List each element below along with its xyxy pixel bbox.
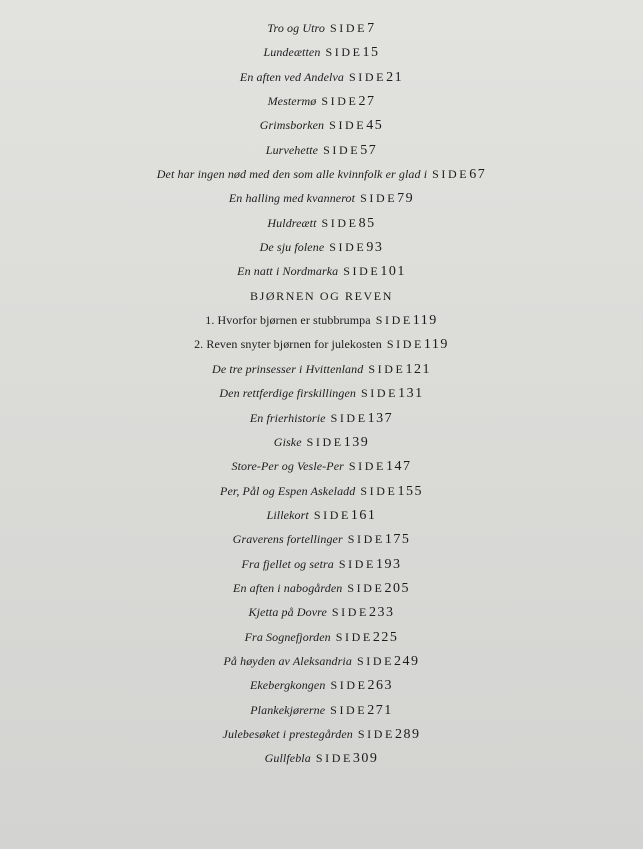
- page-number: 27: [358, 94, 376, 110]
- page-number: 271: [367, 702, 393, 718]
- toc-entry: [0, 405, 643, 429]
- page-number: 101: [380, 264, 406, 280]
- side-label: SIDE: [306, 434, 344, 449]
- toc-entry-title: Tro og Utro: [267, 21, 325, 35]
- toc-entry-title: En natt i Nordmarka: [237, 264, 339, 279]
- toc-entry-title: Kjetta på Dovre: [248, 605, 327, 620]
- toc-entry-title: 1. Hvorfor bjørnen er stubbrumpa: [205, 313, 371, 328]
- toc-entry: [0, 429, 643, 453]
- page-number: 119: [423, 337, 449, 353]
- toc-entry-title: Plankekjørerne: [250, 702, 326, 717]
- page-number: 121: [405, 361, 431, 377]
- side-label: SIDE: [335, 629, 373, 644]
- page-number: 233: [368, 605, 395, 621]
- page-number: 205: [384, 580, 410, 596]
- page-number: 139: [343, 434, 370, 450]
- toc-section-heading: [0, 283, 643, 307]
- side-label: SIDE: [338, 556, 376, 571]
- toc-entry: [0, 721, 643, 745]
- toc-entry-title: Mestermø: [267, 94, 317, 109]
- side-label: SIDE: [347, 580, 385, 595]
- page-number: 263: [367, 678, 394, 694]
- toc-entry: [0, 478, 643, 502]
- side-label: SIDE: [330, 678, 368, 693]
- page-number: 249: [394, 653, 420, 669]
- toc-entry: [0, 258, 643, 282]
- side-label: SIDE: [375, 313, 413, 328]
- toc-entry: [0, 15, 643, 39]
- toc-entry: [0, 112, 643, 136]
- toc-entry-title: En halling med kvannerot: [228, 191, 356, 206]
- toc-entry: [0, 39, 643, 63]
- page-number: 225: [372, 629, 399, 645]
- toc-entry-title: Giske: [273, 434, 302, 449]
- toc-entry: [0, 575, 643, 599]
- toc-entry-title: BJØRNEN OG REVEN: [250, 288, 393, 303]
- toc-entry-title: Den rettferdige firskillingen: [219, 386, 357, 401]
- toc-entry: [0, 453, 643, 477]
- toc-entry: [0, 648, 643, 672]
- toc-entry-title: En frierhistorie: [249, 410, 326, 425]
- toc-entry-title: En aften ved Andelva: [239, 69, 344, 84]
- toc-entry: [0, 234, 643, 258]
- toc-entry-title: Lillekort: [266, 507, 309, 522]
- toc-entry-title: Lundeætten: [263, 45, 321, 60]
- side-label: SIDE: [386, 337, 424, 352]
- side-label: SIDE: [360, 191, 398, 206]
- page-number: 309: [352, 751, 379, 767]
- toc-entry-title: En aften i nabogården: [233, 580, 343, 595]
- toc-entry: [0, 697, 643, 721]
- toc-entry-title: 2. Reven snyter bjørnen for julekosten: [194, 337, 382, 352]
- side-label: SIDE: [361, 386, 399, 401]
- side-label: SIDE: [321, 94, 359, 109]
- toc-entry: [0, 88, 643, 112]
- toc-entry: [0, 185, 643, 209]
- side-label: SIDE: [323, 142, 361, 157]
- side-label: SIDE: [313, 507, 351, 522]
- side-label: SIDE: [329, 240, 367, 255]
- toc-entry-title: Fra Sognefjorden: [244, 629, 331, 644]
- page-number: 93: [366, 240, 384, 256]
- toc-entry-title: Per, Pål og Espen Askeladd: [220, 483, 356, 498]
- page-number: 137: [367, 410, 394, 426]
- page-number: 119: [412, 313, 438, 329]
- page-number: 57: [360, 142, 378, 158]
- toc-entry: [0, 599, 643, 623]
- toc-entry-title: Graverens fortellinger: [232, 532, 343, 547]
- table-of-contents: [0, 15, 643, 770]
- side-label: SIDE: [357, 726, 395, 741]
- page-number: 147: [385, 459, 412, 475]
- toc-entry-title: Fra fjellet og setra: [241, 556, 334, 571]
- side-label: SIDE: [349, 69, 387, 84]
- toc-entry: [0, 307, 643, 331]
- toc-entry-title: Julebesøket i prestegården: [222, 726, 353, 741]
- page-number: 21: [386, 69, 404, 85]
- page-number: 161: [350, 507, 377, 523]
- side-label: SIDE: [330, 410, 368, 425]
- toc-entry: [0, 380, 643, 404]
- toc-entry: [0, 624, 643, 648]
- page-number: 289: [394, 726, 421, 742]
- toc-entry: [0, 356, 643, 380]
- side-label: SIDE: [321, 215, 359, 230]
- page-number: 131: [398, 386, 424, 402]
- side-label: SIDE: [331, 605, 369, 620]
- side-label: SIDE: [325, 45, 363, 60]
- side-label: SIDE: [360, 483, 398, 498]
- toc-entry: [0, 137, 643, 161]
- page-number: 45: [366, 118, 384, 134]
- side-label: SIDE: [329, 21, 368, 35]
- side-label: SIDE: [348, 459, 386, 474]
- toc-entry: [0, 161, 643, 185]
- toc-entry-title: Gullfebla: [264, 751, 311, 766]
- page-number: 175: [384, 532, 411, 548]
- page-number: 85: [358, 215, 376, 231]
- toc-entry-title: Lurvehette: [265, 142, 319, 157]
- toc-entry-title: Huldreætt: [267, 215, 317, 230]
- toc-entry: [0, 745, 643, 769]
- toc-entry: [0, 331, 643, 355]
- side-label: SIDE: [330, 702, 368, 717]
- toc-entry-title: De tre prinsesser i Hvittenland: [212, 361, 364, 376]
- page-number: 155: [397, 483, 423, 499]
- toc-entry-title: Grimsborken: [259, 118, 325, 133]
- page-number: 7: [367, 21, 376, 36]
- page-number: 79: [397, 191, 415, 207]
- side-label: SIDE: [329, 118, 367, 133]
- side-label: SIDE: [356, 653, 395, 668]
- toc-entry-title: De sju folene: [259, 240, 325, 255]
- side-label: SIDE: [347, 532, 385, 547]
- page-number: 193: [375, 556, 402, 572]
- toc-entry: [0, 526, 643, 550]
- toc-entry: [0, 64, 643, 88]
- toc-entry-title: På høyden av Aleksandria: [223, 653, 352, 668]
- toc-entry-title: Ekebergkongen: [249, 678, 326, 693]
- side-label: SIDE: [343, 264, 381, 279]
- toc-entry-title: Det har ingen nød med den som alle kvinnfolk er glad i: [156, 167, 428, 182]
- toc-entry: [0, 210, 643, 234]
- toc-entry: [0, 672, 643, 696]
- page-number: 67: [469, 167, 487, 183]
- side-label: SIDE: [432, 167, 470, 182]
- page-number: 15: [362, 45, 380, 61]
- toc-entry-title: Store-Per og Vesle-Per: [231, 459, 344, 474]
- side-label: SIDE: [315, 751, 353, 766]
- toc-entry: [0, 551, 643, 575]
- toc-entry: [0, 502, 643, 526]
- side-label: SIDE: [368, 361, 406, 376]
